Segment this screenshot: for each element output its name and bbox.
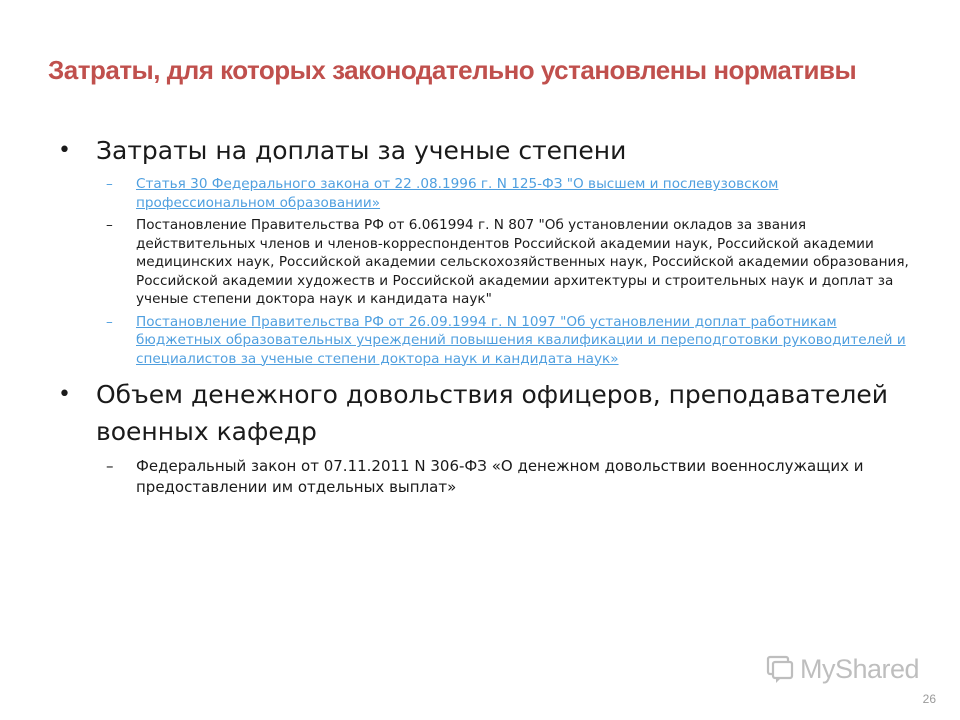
bullet-item	[56, 376, 916, 450]
dash-icon: –	[106, 217, 113, 233]
watermark-text: MyShared	[800, 654, 920, 684]
sub-item-text[interactable]: Постановление Правительства РФ от 26.09.1994 г. N 1097 "Об установлении доплат работникам бюджетных образовательных учреждений повышения квалификации и переподготовки руководителей и специалистов за ученые степени доктора наук и кандидата наук»	[136, 313, 906, 367]
bullet-item	[56, 132, 916, 169]
sub-item-link[interactable]	[56, 175, 916, 212]
slide-title: Затраты, для которых законодательно установлены нормативы	[48, 55, 857, 85]
dash-icon: –	[106, 313, 113, 330]
page-number: 26	[922, 692, 936, 706]
sub-list	[56, 456, 916, 498]
sub-item	[56, 216, 916, 309]
sub-item-link[interactable]	[56, 313, 916, 369]
bullet-dot-icon: •	[58, 138, 71, 163]
sub-item-text: Федеральный закон от 07.11.2011 N 306-ФЗ «О денежном довольствии военнослужащих и предоставлении им отдельных выплат»	[136, 457, 864, 496]
bullet-text: Объем денежного довольствия офицеров, преподавателей военных кафедр	[96, 380, 889, 446]
chat-bubble-icon	[766, 655, 794, 685]
sub-item-text: Постановление Правительства РФ от 6.061994 г. N 807 "Об установлении окладов за звания действительных членов и членов-корреспондентов Российской академии наук, Российской академии медицинских наук, Российской академии сельскохозяйственных наук, Российской академии образования, Российской академии художеств и Российской академии архитектуры и строительных наук и доплат за ученые степени доктора наук и кандидата наук"	[136, 217, 909, 307]
sub-list	[56, 175, 916, 368]
sub-item-text[interactable]: Статья 30 Федерального закона от 22 .08.1996 г. N 125-ФЗ "О высшем и послевузовском профессиональном образовании»	[136, 176, 779, 211]
sub-item	[56, 456, 916, 498]
bullet-dot-icon: •	[58, 382, 71, 407]
dash-icon: –	[106, 457, 114, 475]
watermark-logo	[766, 654, 919, 685]
dash-icon: –	[106, 176, 113, 192]
bullet-text: Затраты на доплаты за ученые степени	[96, 136, 627, 165]
slide-content	[56, 132, 916, 506]
